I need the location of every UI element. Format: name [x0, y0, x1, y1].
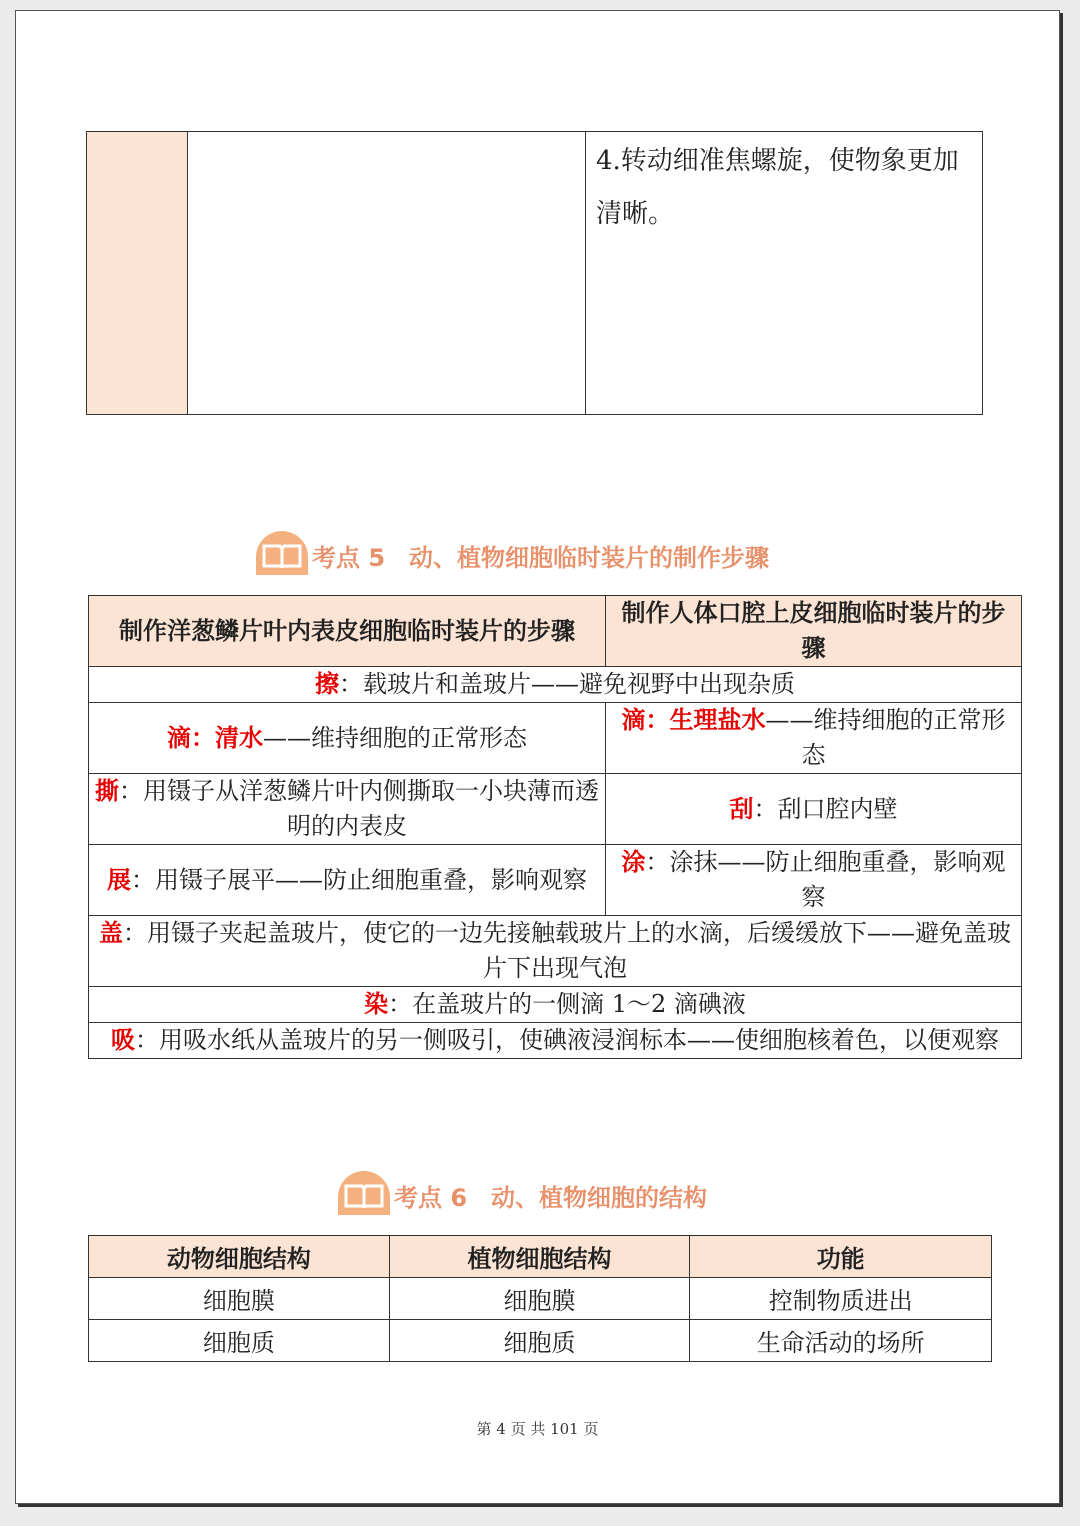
section-5-title: 考点 5 动、植物细胞临时装片的制作步骤 — [312, 544, 770, 572]
header-cheek: 制作人体口腔上皮细胞临时装片的步骤 — [606, 596, 1022, 667]
step-zhan: 展：用镊子展平——防止细胞重叠，影响观察 — [89, 845, 606, 916]
step-di-right: 滴：生理盐水——维持细胞的正常形态 — [606, 703, 1022, 774]
book-icon — [338, 1171, 390, 1215]
header-plant: 植物细胞结构 — [389, 1236, 690, 1278]
header-onion: 制作洋葱鳞片叶内表皮细胞临时装片的步骤 — [89, 596, 606, 667]
header-animal: 动物细胞结构 — [89, 1236, 390, 1278]
step-si: 撕：用镊子从洋葱鳞片叶内侧撕取一小块薄而透明的内表皮 — [89, 774, 606, 845]
table-cell: 细胞质 — [389, 1320, 690, 1362]
table-cell: 细胞质 — [89, 1320, 390, 1362]
step-ran: 染：在盖玻片的一侧滴 1～2 滴碘液 — [89, 987, 1022, 1023]
table-cell: 细胞膜 — [89, 1278, 390, 1320]
step-gai: 盖：用镊子夹起盖玻片，使它的一边先接触载玻片上的水滴，后缓缓放下——避免盖玻片下出现气泡 — [89, 916, 1022, 987]
section-5-heading — [256, 529, 769, 575]
section-6-title: 考点 6 动、植物细胞的结构 — [394, 1184, 708, 1212]
table-cell-step4: 4.转动细准焦螺旋，使物象更加清晰。 — [586, 132, 983, 415]
table-row — [89, 1320, 992, 1362]
step-gua: 刮：刮口腔内壁 — [606, 774, 1022, 845]
table-row — [89, 1278, 992, 1320]
header-function: 功能 — [690, 1236, 992, 1278]
step-di-left: 滴：清水——维持细胞的正常形态 — [89, 703, 606, 774]
step-ca: 擦：载玻片和盖玻片——避免视野中出现杂质 — [89, 667, 1022, 703]
step-tu: 涂：涂抹——防止细胞重叠，影响观察 — [606, 845, 1022, 916]
table-cell: 生命活动的场所 — [690, 1320, 992, 1362]
cell-structure-table — [88, 1235, 992, 1362]
table-cell: 控制物质进出 — [690, 1278, 992, 1320]
continued-table — [86, 131, 983, 415]
page-footer: 第 4 页 共 101 页 — [476, 1420, 599, 1438]
table-cell-empty — [188, 132, 586, 415]
book-icon — [256, 531, 308, 575]
section-6-heading — [338, 1169, 707, 1215]
table-cell-category — [87, 132, 188, 415]
step-xi: 吸：用吸水纸从盖玻片的另一侧吸引，使碘液浸润标本——使细胞核着色，以便观察 — [89, 1023, 1022, 1059]
slide-steps-table — [88, 595, 1022, 1059]
document-page — [15, 10, 1060, 1504]
table-cell: 细胞膜 — [389, 1278, 690, 1320]
